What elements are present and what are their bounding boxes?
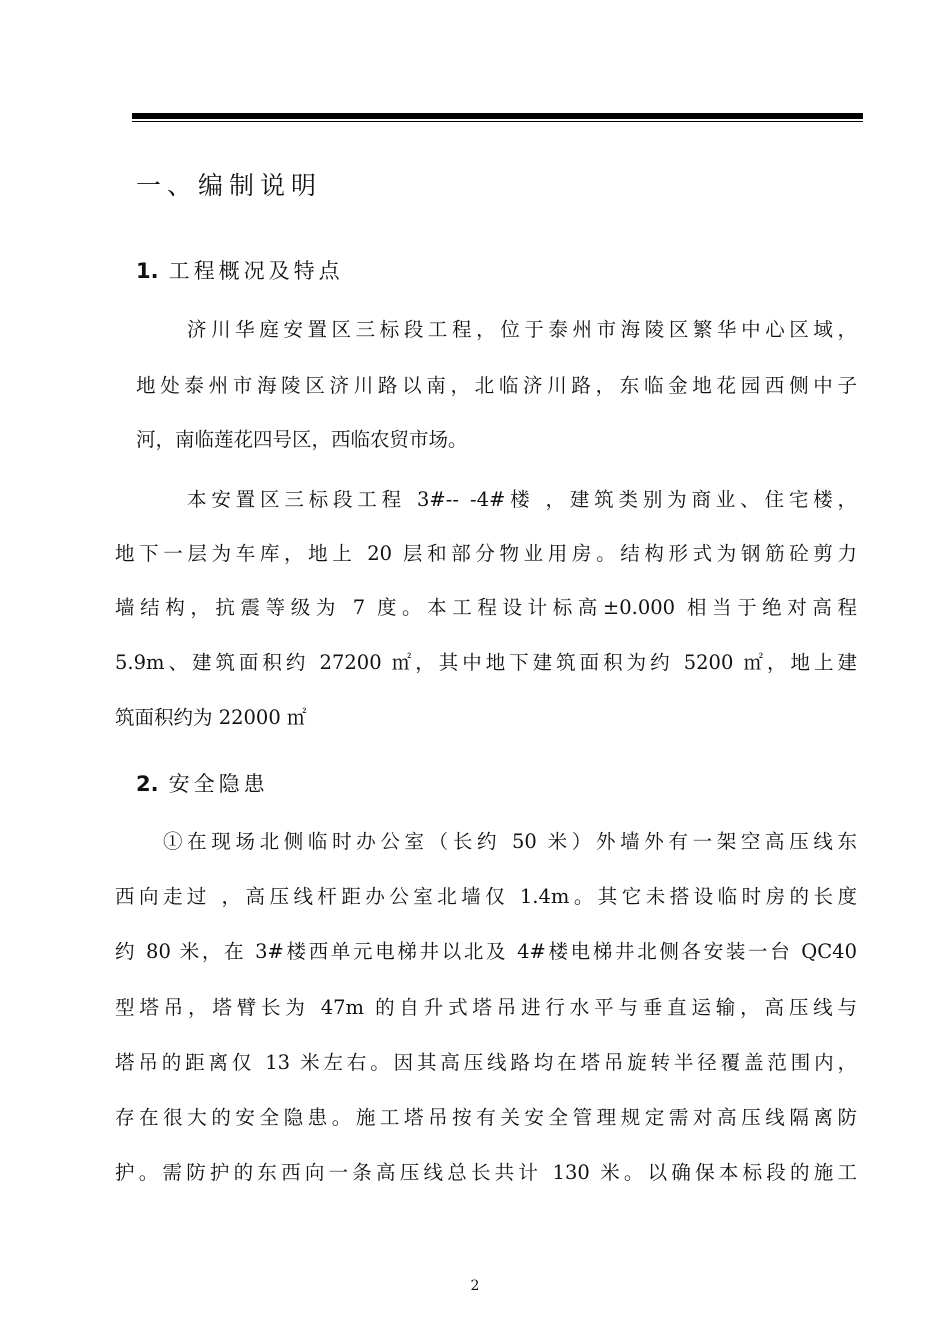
subsection-heading-overview <box>136 256 344 286</box>
paragraph-line: 本安置区三标段工程 3#-- -4#楼 ，建筑类别为商业、住宅楼， <box>187 488 857 511</box>
subsection-number: 2. <box>136 772 159 796</box>
paragraph-line: 济川华庭安置区三标段工程，位于泰州市海陵区繁华中心区域， <box>187 318 857 341</box>
header-rule-thick <box>132 113 863 119</box>
subsection-heading-hazards <box>136 769 269 799</box>
page-number: 2 <box>470 1278 480 1294</box>
paragraph-line: 西向走过 ，高压线杆距办公室北墙仅 1.4m。其它未搭设临时房的长度 <box>115 885 857 908</box>
paragraph-line: 墙结构，抗震等级为 7 度。本工程设计标高±0.000 相当于绝对高程 <box>115 596 857 619</box>
paragraph-line: 存在很大的安全隐患。施工塔吊按有关安全管理规定需对高压线隔离防 <box>115 1106 857 1129</box>
paragraph-line: 筑面积约为 22000 ㎡ <box>115 706 307 729</box>
paragraph-line: 约 80 米，在 3#楼西单元电梯井以北及 4#楼电梯井北侧各安装一台 QC40 <box>115 940 857 963</box>
paragraph-line: 5.9m、建筑面积约 27200 ㎡，其中地下建筑面积为约 5200 ㎡，地上建 <box>115 651 857 674</box>
paragraph-line: ①在现场北侧临时办公室（长约 50 米）外墙外有一架空高压线东 <box>163 830 857 853</box>
paragraph-line: 护。需防护的东西向一条高压线总长共计 130 米。以确保本标段的施工 <box>115 1161 857 1184</box>
paragraph-line: 型塔吊，塔臂长为 47m 的自升式塔吊进行水平与垂直运输，高压线与 <box>115 996 857 1019</box>
subsection-number: 1. <box>136 259 159 283</box>
paragraph-line: 河，南临莲花四号区，西临农贸市场。 <box>136 428 468 451</box>
paragraph-line: 塔吊的距离仅 13 米左右。因其高压线路均在塔吊旋转半径覆盖范围内， <box>115 1051 857 1074</box>
header-rule-thin <box>132 121 863 122</box>
paragraph-line: 地处泰州市海陵区济川路以南，北临济川路，东临金地花园西侧中子 <box>136 374 857 397</box>
subsection-title: 工程概况及特点 <box>168 259 344 283</box>
section-title: 一、编制说明 <box>136 171 323 200</box>
paragraph-line: 地下一层为车库，地上 20 层和部分物业用房。结构形式为钢筋砼剪力 <box>115 542 857 565</box>
subsection-title: 安全隐患 <box>168 772 269 796</box>
